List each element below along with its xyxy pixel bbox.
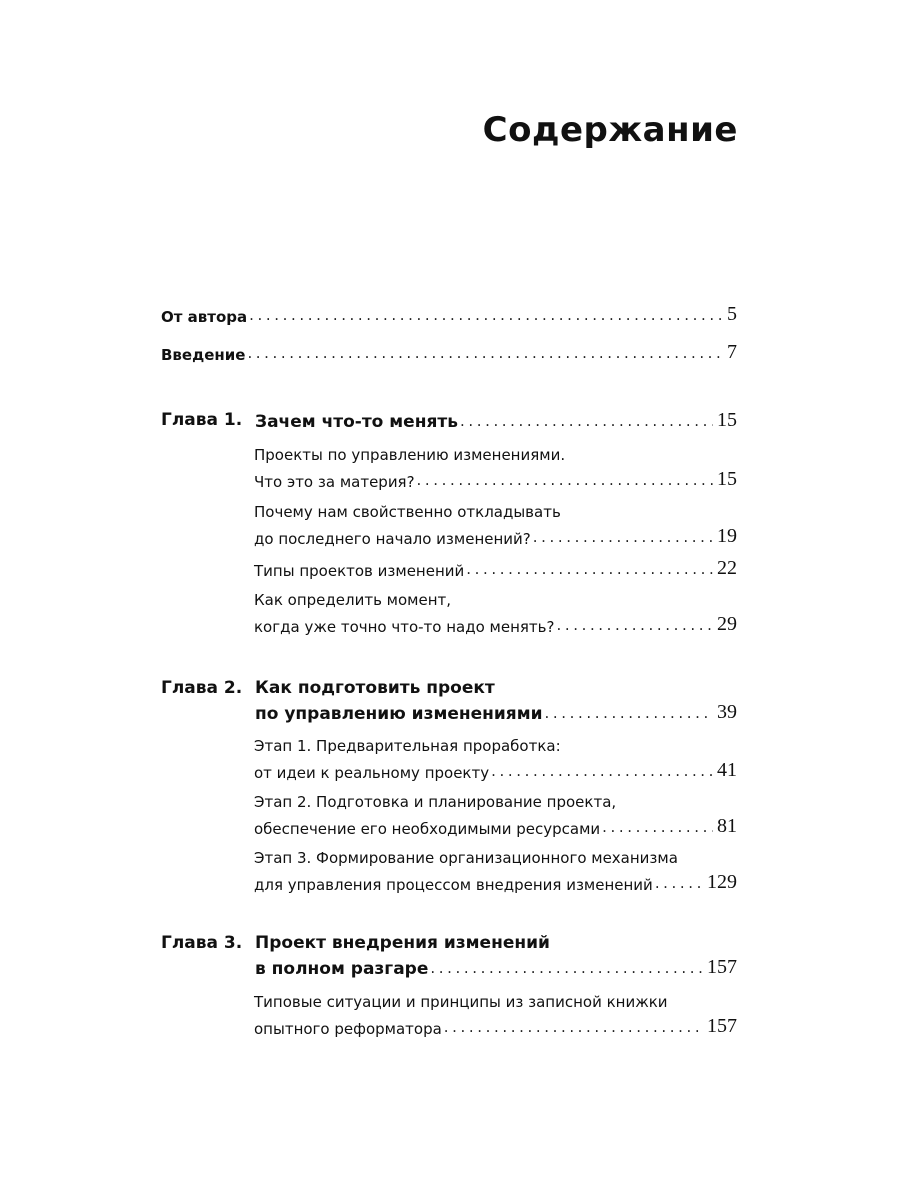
toc-entry-title: Введение [161, 346, 246, 364]
toc-section-1-4[interactable] [254, 588, 737, 636]
page-number: 29 [717, 613, 737, 635]
section-title-line: Этап 3. Формирование организационного механизма [254, 849, 678, 867]
dot-leader [464, 561, 713, 577]
page-title: Содержание [482, 110, 738, 150]
section-title-line: Почему нам свойственно откладывать [254, 503, 561, 521]
dot-leader [247, 307, 723, 323]
section-title-line: Проекты по управлению изменениями. [254, 446, 566, 464]
dot-leader [458, 413, 713, 429]
toc-section-3-1[interactable] [254, 990, 737, 1038]
page-number: 41 [717, 759, 737, 781]
dot-leader [245, 345, 723, 361]
toc-chapter-3[interactable] [161, 931, 737, 979]
dot-leader [428, 960, 703, 976]
chapter-label: Глава 1. [161, 410, 243, 430]
page-number: 15 [717, 468, 737, 490]
section-title-line: Как определить момент, [254, 591, 452, 609]
chapter-label: Глава 2. [161, 678, 243, 698]
section-title-line: для управления процессом внедрения изменений [254, 876, 653, 894]
section-title-line: Этап 2. Подготовка и планирование проекта, [254, 793, 617, 811]
dot-leader [653, 875, 703, 891]
dot-leader [531, 529, 713, 545]
toc-section-2-1[interactable] [254, 734, 737, 782]
page-number: 157 [707, 956, 737, 978]
chapter-label: Глава 3. [161, 933, 243, 953]
dot-leader [442, 1019, 703, 1035]
toc-entry-from-author[interactable] [161, 302, 737, 326]
page-number: 7 [727, 341, 737, 363]
page-number: 39 [717, 701, 737, 723]
page-number: 15 [717, 409, 737, 431]
section-title-line: до последнего начало изменений? [254, 530, 531, 548]
toc-chapter-2[interactable] [161, 676, 737, 724]
chapter-title: Проект внедрения изменений [255, 933, 550, 953]
toc-section-1-3[interactable] [254, 556, 737, 580]
page-number: 81 [717, 815, 737, 837]
page-number: 22 [717, 557, 737, 579]
dot-leader [543, 705, 713, 721]
dot-leader [600, 819, 713, 835]
toc-section-2-3[interactable] [254, 846, 737, 894]
section-title-line: Типовые ситуации и принципы из записной книжки [254, 993, 668, 1011]
chapter-title: Зачем что-то менять [255, 412, 458, 432]
dot-leader [554, 617, 713, 633]
toc-section-2-2[interactable] [254, 790, 737, 838]
section-title-line: опытного реформатора [254, 1020, 442, 1038]
section-title-line: Этап 1. Предварительная проработка: [254, 737, 561, 755]
page-number: 5 [727, 303, 737, 325]
chapter-title: в полном разгаре [255, 959, 429, 979]
toc-section-1-1[interactable] [254, 443, 737, 491]
section-title-line: Что это за материя? [254, 473, 415, 491]
toc-entry-introduction[interactable] [161, 340, 737, 364]
dot-leader [489, 763, 713, 779]
section-title-line: когда уже точно что-то надо менять? [254, 618, 555, 636]
toc-chapter-1[interactable] [161, 408, 737, 432]
toc-entry-title: От автора [161, 308, 248, 326]
page-number: 129 [707, 871, 737, 893]
page-number: 157 [707, 1015, 737, 1037]
chapter-title: по управлению изменениями [255, 704, 543, 724]
section-title-line: Типы проектов изменений [254, 562, 465, 580]
dot-leader [415, 472, 713, 488]
toc-section-1-2[interactable] [254, 500, 737, 548]
chapter-title: Как подготовить проект [255, 678, 495, 698]
page-number: 19 [717, 525, 737, 547]
section-title-line: от идеи к реальному проекту [254, 764, 490, 782]
section-title-line: обеспечение его необходимыми ресурсами [254, 820, 601, 838]
